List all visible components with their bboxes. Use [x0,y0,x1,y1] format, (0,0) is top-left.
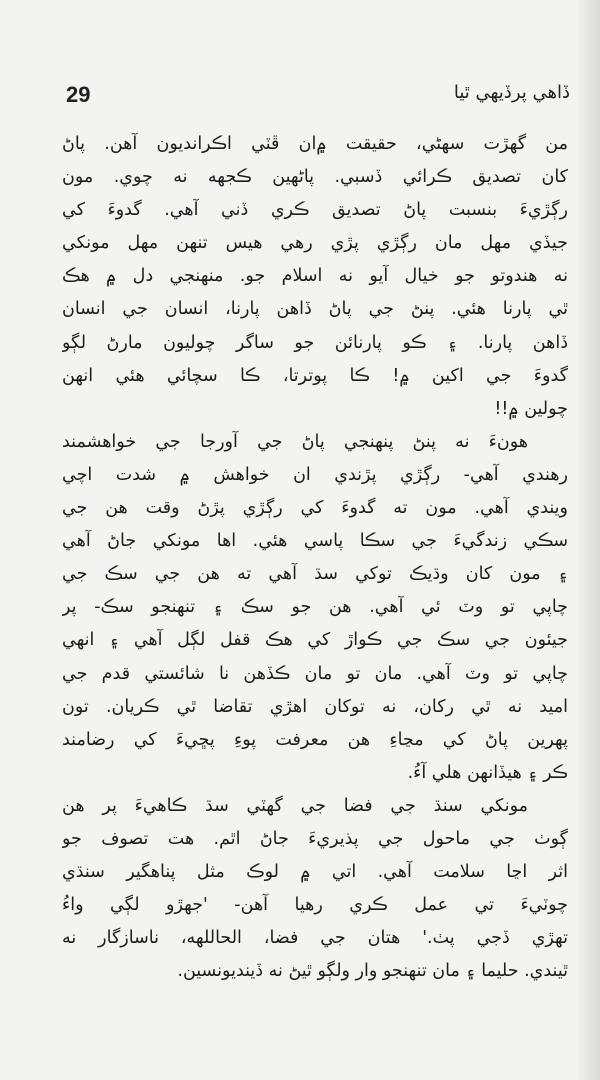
text-line: رهندي آهي- رڳڙي پڙندي ان خواهش ۾ شدت اچي [62,464,568,485]
text-line: ڏاهن پارنا. ۽ ڪو پارنائن جو ساگر چوليون مارڻ لڳو [62,332,568,353]
text-line: تهڙي ڏجي پٺ.' هتان جي فضا، الحاللهه، ناسازگار نه [62,928,568,949]
text-line: رڳڙيءَ بنسبت پاڻ تصديق ڪري ڏني آهي. گدوءَ کي [62,200,568,221]
body-text [62,128,568,988]
text-line: ٿيندي. حليما ۽ مان تنهنجو وار ولڳو ٿيڻ نه ڏينديونسين. [177,961,568,982]
text-line: ٿي پارنا هئي. پنڻ جي پاڻ ڏاهن پارنا، انسان جي انسان [62,299,568,320]
text-line: پهرين پاڻ کي مڃاءِ هن معرفت پوءِ پڇيءَ کي رضامند [62,729,568,750]
text-line: جيئون جي سڪ جي ڪواڙ کي هڪ قفل لڳل آهي ۽ انهي [62,630,568,651]
text-line: مونکي سنڌ جي فضا جي گهٽي سڌ ڪاهيءَ پر هن [62,795,528,816]
text-line: هونءَ نه پنڻ پنهنجي پاڻ جي آورجا جي خواهشمند [62,431,528,452]
text-line: چاپي تو وٽ ئي آهي. هن جو سڪ ۽ تنهنجو سڪ- پر [62,597,568,618]
page-edge-shadow [578,0,600,1080]
text-line: من گهڙت سهڻي، حقيقت ۾ان ڦٽي اڪرانديون آهن. پاڻ [62,134,568,154]
text-line: اثر اڃا سلامت آهي. اتي ۾ لوڪ مثل پناهگير سنڌي [62,862,568,883]
text-line: چولين ۾!! [494,398,568,419]
text-line: ۽ مون کان وڌيڪ توکي سڌ آهي ته هن جي سڪ جي [62,564,568,585]
text-line: نه هندوتو جو خيال آيو نه اسلام جو. منهنجي دل ۾ هڪ [62,266,568,287]
text-line: اميد نه ٿي رکان، نه توکان اهڙي تقاضا ٿي ڪريان. تون [62,696,568,717]
text-line: کان تصديق ڪرائي ڏسبي. پاڻهين ڪجهه نه چوي. مون [62,167,568,188]
text-line: جيڏي مهل مان رڳڙي پڙي رهي هيس تنهن مهل مونکي [62,233,568,254]
text-line: چاپي تو وٽ آهي. مان تو مان ڪڏهن نا شائستي قدم جي [62,663,568,684]
text-line: چوٽيءَ تي عمل ڪري رهيا آهن- 'جهڙو لڳي واءُ [62,895,568,916]
running-title: ڏاهي پرڏيهي ٿيا [453,82,570,103]
text-line: گدوءَ جي اکين ۾! ڪا پوترتا، ڪا سچائي هئي انهن [62,365,568,386]
text-line: ڪر ۽ هيڏانهن هلي آءُ. [407,762,568,783]
page-number: 29 [66,82,91,107]
text-line: ويندي آهي. مون ته گدوءَ کي رڳڙي پڙڻ وقت هن جي [62,498,568,519]
text-line: سڪي زندگيءَ جي سڪا پاسي هئي. اها مونکي جاڻ آهي [62,531,568,552]
text-line: ڳوٺ جي ماحول جي پذيريءَ جاڻ اٿم. هت تصوف جو [62,828,568,849]
